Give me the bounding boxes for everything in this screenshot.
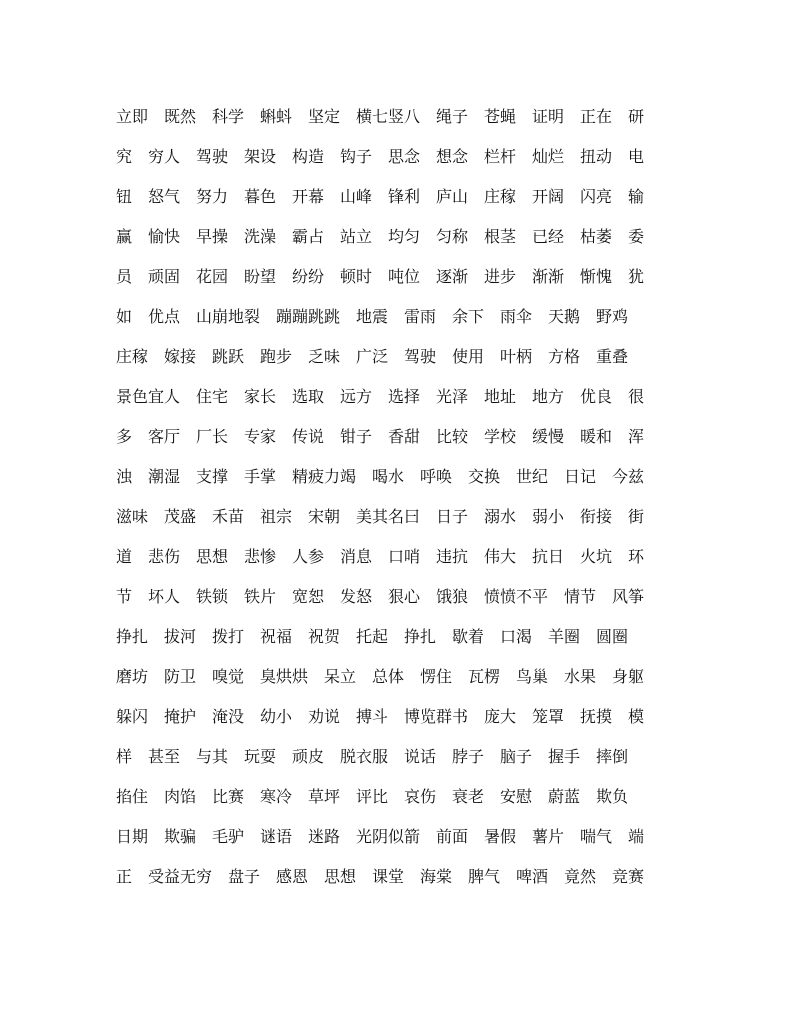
word-line-18: 掐住 肉馅 比赛 寒冷 草坪 评比 哀伤 衰老 安慰 蔚蓝 欺负 — [116, 787, 629, 806]
word-line-6: 如 优点 山崩地裂 蹦蹦跳跳 地震 雷雨 余下 雨伞 天鹅 野鸡 — [116, 307, 629, 326]
word-line-12: 道 悲伤 思想 悲惨 人参 消息 口哨 违抗 伟大 抗日 火坑 环 — [116, 547, 645, 566]
word-line-10: 浊 潮湿 支撑 手掌 精疲力竭 喝水 呼唤 交换 世纪 日记 今兹 — [116, 467, 645, 486]
word-line-17: 样 甚至 与其 玩耍 顽皮 脱衣服 说话 脖子 脑子 握手 摔倒 — [116, 747, 629, 766]
word-line-20: 正 受益无穷 盘子 感恩 思想 课堂 海棠 脾气 啤酒 竟然 竞赛 — [116, 867, 645, 886]
word-line-4: 赢 愉快 早操 洗澡 霸占 站立 均匀 匀称 根茎 已经 枯萎 委 — [116, 227, 645, 246]
vocabulary-word-list — [116, 97, 682, 897]
word-line-19: 日期 欺骗 毛驴 谜语 迷路 光阴似箭 前面 暑假 薯片 喘气 端 — [116, 827, 645, 846]
word-line-11: 滋味 茂盛 禾苗 祖宗 宋朝 美其名曰 日子 溺水 弱小 衔接 街 — [116, 507, 645, 526]
word-line-7: 庄稼 嫁接 跳跃 跑步 乏味 广泛 驾驶 使用 叶柄 方格 重叠 — [116, 347, 629, 366]
word-line-15: 磨坊 防卫 嗅觉 臭烘烘 呆立 总体 愣住 瓦楞 鸟巢 水果 身躯 — [116, 667, 645, 686]
word-line-9: 多 客厅 厂长 专家 传说 钳子 香甜 比较 学校 缓慢 暖和 浑 — [116, 427, 645, 446]
word-line-16: 躲闪 掩护 淹没 幼小 劝说 搏斗 博览群书 庞大 笼罩 抚摸 模 — [116, 707, 645, 726]
word-line-1: 立即 既然 科学 蝌蚪 坚定 横七竖八 绳子 苍蝇 证明 正在 研 — [116, 107, 645, 126]
word-line-14: 挣扎 拔河 拨打 祝福 祝贺 托起 挣扎 歇着 口渴 羊圈 圆圈 — [116, 627, 629, 646]
word-line-5: 员 顽固 花园 盼望 纷纷 顿时 吨位 逐渐 进步 渐渐 惭愧 犹 — [116, 267, 645, 286]
word-line-3: 钮 怒气 努力 暮色 开幕 山峰 锋利 庐山 庄稼 开阔 闪亮 输 — [116, 187, 645, 206]
word-line-8: 景色宜人 住宅 家长 选取 远方 选择 光泽 地址 地方 优良 很 — [116, 387, 645, 406]
word-line-13: 节 坏人 铁锁 铁片 宽恕 发怒 狠心 饿狼 愤愤不平 情节 风筝 — [116, 587, 645, 606]
word-line-2: 究 穷人 驾驶 架设 构造 钩子 思念 想念 栏杆 灿烂 扭动 电 — [116, 147, 645, 166]
